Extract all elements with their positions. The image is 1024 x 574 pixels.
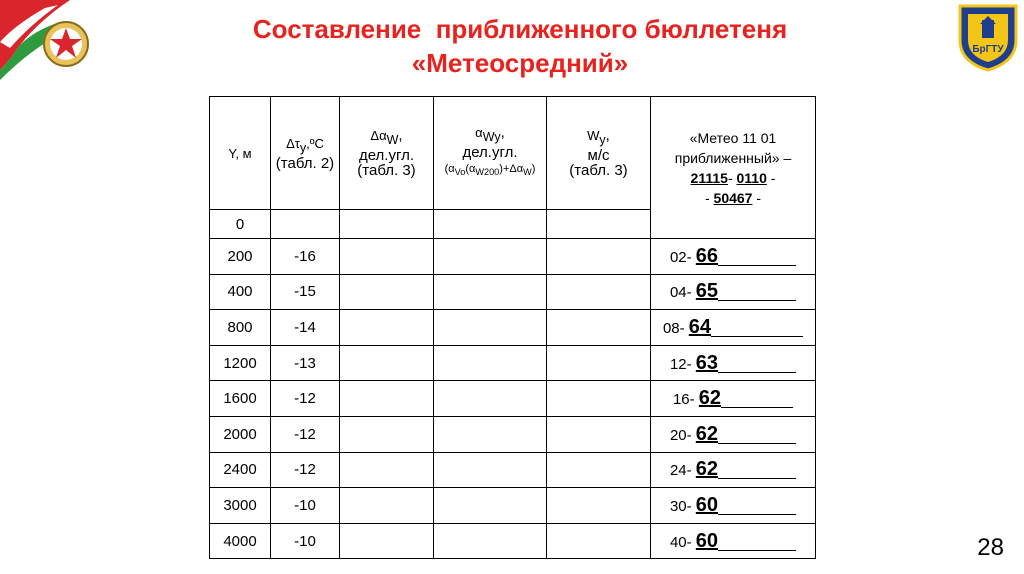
- meteo-prefix: 12-: [669, 355, 692, 373]
- table-row: [210, 381, 816, 417]
- cell-empty: [340, 239, 434, 275]
- cell-empty: [340, 416, 434, 452]
- fill-in-line: [718, 477, 796, 479]
- cell-empty: [434, 381, 547, 417]
- meteo-value: 60: [695, 493, 719, 516]
- cell-height: 0: [210, 210, 271, 239]
- cell-empty: [434, 210, 547, 239]
- cell-height: 2400: [210, 452, 271, 488]
- star-emblem-icon: [0, 0, 100, 80]
- fill-in-line: [718, 513, 796, 515]
- table-row: [210, 345, 816, 381]
- cell-temperature-deviation: -13: [271, 345, 340, 381]
- header-temperature-deviation: $\Delta\tau_у,ºC$ (табл. 2): [271, 97, 340, 210]
- cell-empty: [434, 523, 547, 559]
- header-wind-direction: $\alpha_{Wy}$, дел.угл. $(\alpha_{Vo}(\alpha_{W200})+\Delta\alpha_W)$: [434, 97, 547, 210]
- cell-meteo-entry: [651, 381, 816, 417]
- meteo-prefix: 24-: [669, 462, 692, 480]
- fill-in-line: [718, 442, 796, 444]
- cell-empty: [434, 416, 547, 452]
- meteo-value: 65: [695, 280, 719, 303]
- cell-empty: [547, 452, 651, 488]
- university-logo-text: БрГТУ: [972, 44, 1004, 55]
- fill-in-line: [711, 335, 803, 337]
- fill-in-line: [721, 406, 793, 408]
- cell-empty: [340, 452, 434, 488]
- table-row: [210, 239, 816, 275]
- cell-height: 200: [210, 239, 271, 275]
- cell-empty: [340, 310, 434, 346]
- header-meteo-bulletin: «Метео 11 01 приближенный» – 21115- 0110 - - 50467 -: [651, 97, 816, 239]
- cell-meteo-entry: [651, 488, 816, 524]
- meteo-prefix: 16-: [672, 391, 695, 409]
- cell-empty: [547, 210, 651, 239]
- cell-empty: [547, 345, 651, 381]
- cell-temperature-deviation: -12: [271, 416, 340, 452]
- page-title: [140, 12, 900, 80]
- meteo-prefix: 20-: [669, 426, 692, 444]
- cell-meteo-entry: [651, 523, 816, 559]
- cell-empty: [340, 488, 434, 524]
- cell-empty: [547, 416, 651, 452]
- cell-height: 1600: [210, 381, 271, 417]
- cell-height: 1200: [210, 345, 271, 381]
- meteo-prefix: 02-: [669, 248, 692, 266]
- cell-empty: [340, 381, 434, 417]
- cell-meteo-entry: [651, 239, 816, 275]
- cell-empty: [271, 210, 340, 239]
- title-line-2: «Метеосредний»: [411, 48, 629, 78]
- header-height: Y, м: [210, 97, 271, 210]
- header-wind-speed: $W_y$, м/с (табл. 3): [547, 97, 651, 210]
- cell-temperature-deviation: -12: [271, 381, 340, 417]
- meteo-prefix: 08-: [662, 319, 685, 337]
- cell-meteo-entry: [651, 274, 816, 310]
- cell-empty: [547, 239, 651, 275]
- meteo-value: 62: [695, 458, 719, 481]
- meteo-value: 62: [695, 422, 719, 445]
- title-line-1: Составление приближенного бюллетеня: [252, 14, 788, 44]
- cell-empty: [547, 310, 651, 346]
- meteo-prefix: 04-: [669, 284, 692, 302]
- header-wind-direction-deviation: $\Delta\alpha_W$, дел.угл. (табл. 3): [340, 97, 434, 210]
- meteo-prefix: 40-: [669, 533, 692, 551]
- bulletin-table: [209, 96, 816, 559]
- meteo-value: 63: [695, 351, 719, 374]
- cell-empty: [340, 274, 434, 310]
- cell-empty: [547, 381, 651, 417]
- cell-empty: [434, 345, 547, 381]
- fill-in-line: [718, 371, 796, 373]
- meteo-value: 66: [695, 244, 719, 267]
- cell-empty: [434, 452, 547, 488]
- cell-height: 2000: [210, 416, 271, 452]
- cell-height: 800: [210, 310, 271, 346]
- table-row: [210, 310, 816, 346]
- table-header-row: [210, 97, 816, 210]
- table-row: [210, 523, 816, 559]
- cell-empty: [340, 345, 434, 381]
- table-row: [210, 452, 816, 488]
- cell-empty: [547, 523, 651, 559]
- meteo-prefix: 30-: [669, 497, 692, 515]
- fill-in-line: [718, 549, 796, 551]
- shield-emblem-icon: [956, 0, 1020, 72]
- cell-empty: [434, 310, 547, 346]
- cell-temperature-deviation: -14: [271, 310, 340, 346]
- cell-height: 400: [210, 274, 271, 310]
- cell-temperature-deviation: -10: [271, 523, 340, 559]
- cell-temperature-deviation: -10: [271, 488, 340, 524]
- cell-empty: [547, 274, 651, 310]
- meteo-value: 64: [688, 315, 712, 338]
- table-row: [210, 274, 816, 310]
- cell-empty: [434, 488, 547, 524]
- fill-in-line: [718, 264, 796, 266]
- cell-empty: [340, 523, 434, 559]
- cell-meteo-entry: [651, 345, 816, 381]
- cell-meteo-entry: [651, 310, 816, 346]
- cell-meteo-entry: [651, 452, 816, 488]
- cell-empty: [340, 210, 434, 239]
- cell-empty: [434, 274, 547, 310]
- fill-in-line: [718, 299, 796, 301]
- page-number: 28: [977, 534, 1004, 561]
- cell-temperature-deviation: -16: [271, 239, 340, 275]
- table-row: [210, 488, 816, 524]
- meteo-value: 62: [698, 387, 722, 410]
- cell-meteo-entry: [651, 416, 816, 452]
- cell-empty: [547, 488, 651, 524]
- cell-height: 4000: [210, 523, 271, 559]
- meteo-value: 60: [695, 529, 719, 552]
- cell-empty: [434, 239, 547, 275]
- cell-height: 3000: [210, 488, 271, 524]
- cell-temperature-deviation: -12: [271, 452, 340, 488]
- cell-temperature-deviation: -15: [271, 274, 340, 310]
- table-row: [210, 416, 816, 452]
